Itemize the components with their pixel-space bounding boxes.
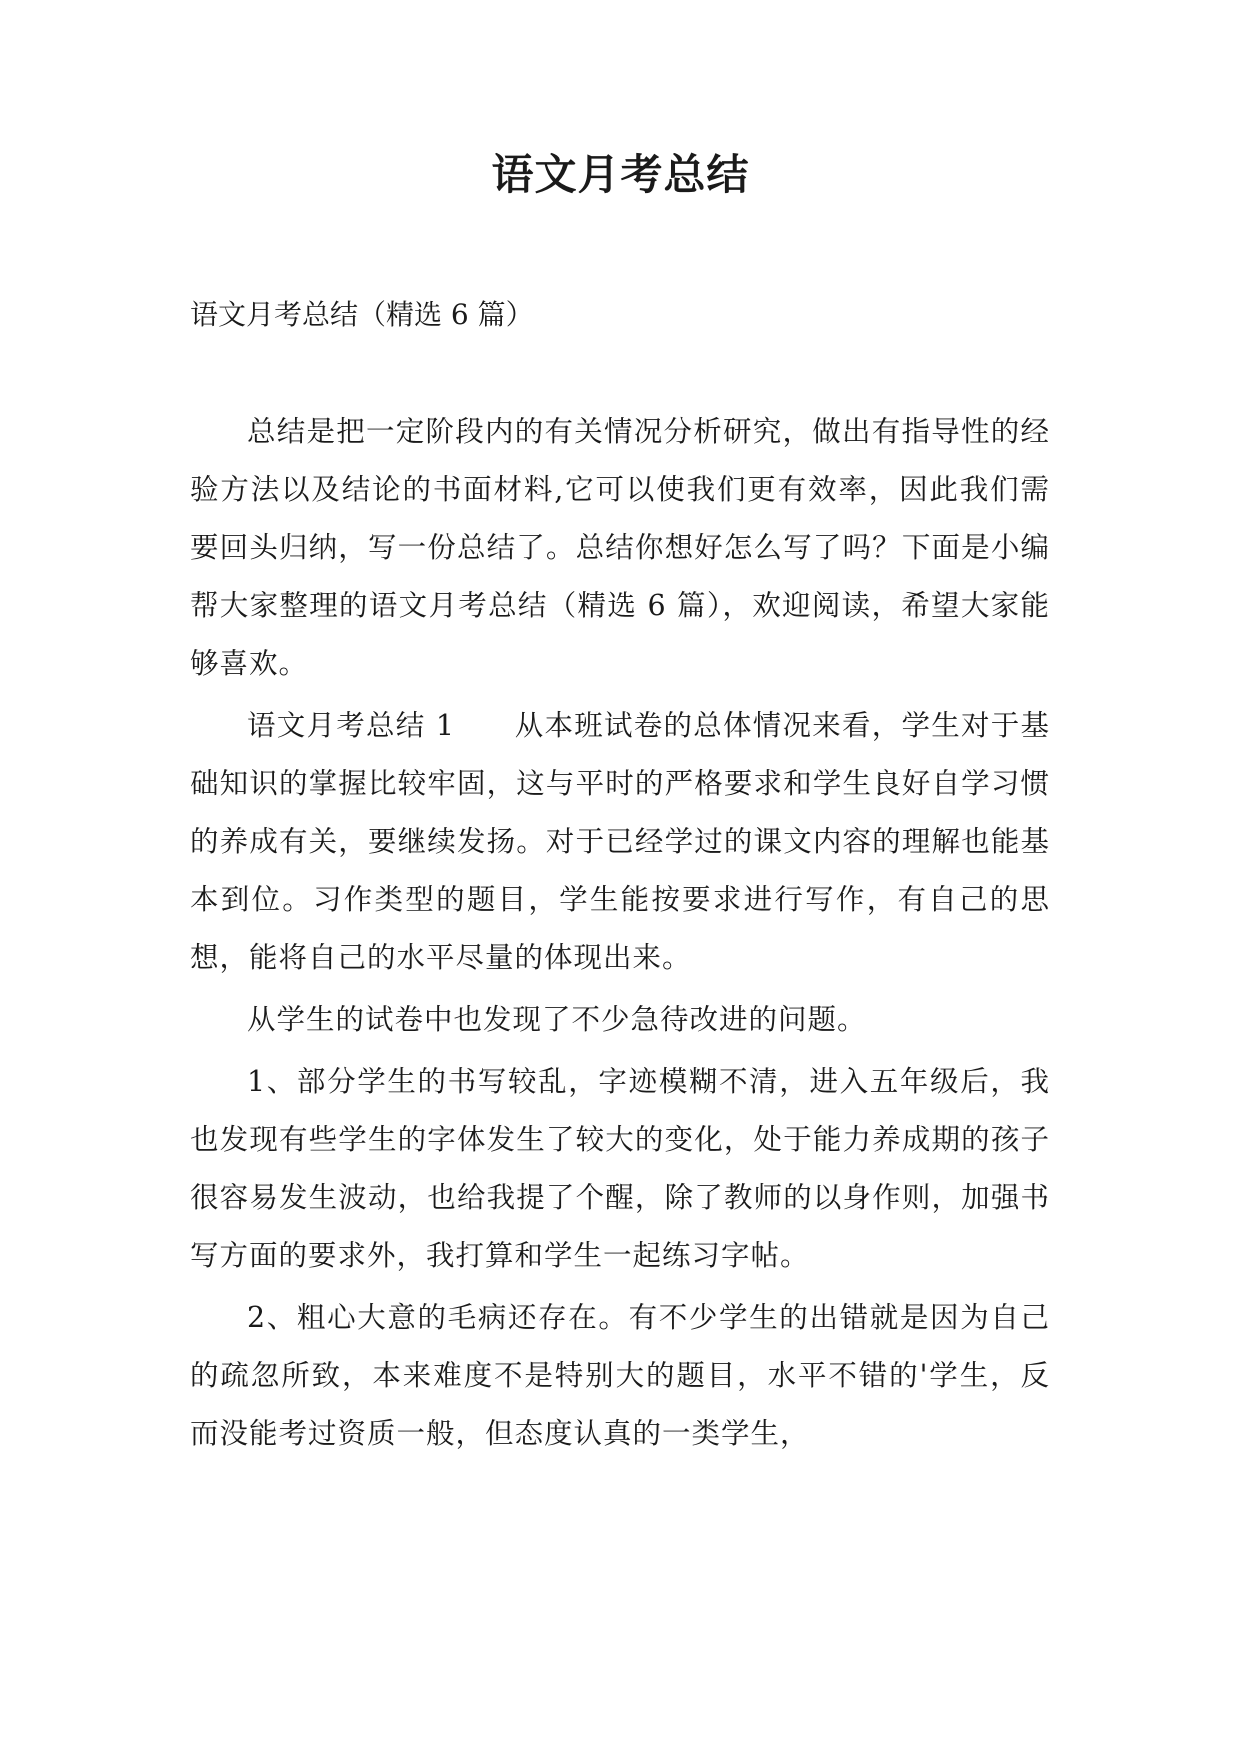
paragraph-summary-1: 语文月考总结 1 从本班试卷的总体情况来看，学生对于基础知识的掌握比较牢固，这与平时的严格要求和学生良好自学习惯的养成有关，要继续发扬。对于已经学过的课文内容的理解也能基本到位。习作类型的题目，学生能按要求进行写作，有自己的思想，能将自己的水平尽量的体现出来。 xyxy=(190,709,1050,974)
paragraph-intro: 总结是把一定阶段内的有关情况分析研究，做出有指导性的经验方法以及结论的书面材料,它可以使我们更有效率，因此我们需要回头归纳，写一份总结了。总结你想好怎么写了吗？下面是小编帮大家整理的语文月考总结（精选 6 篇），欢迎阅读，希望大家能够喜欢。 xyxy=(190,415,1050,680)
paragraph-problems-intro: 从学生的试卷中也发现了不少急待改进的问题。 xyxy=(247,1003,867,1036)
document-title: 语文月考总结 xyxy=(491,150,750,199)
paragraph-problem-1: 1、部分学生的书写较乱，字迹模糊不清，进入五年级后，我也发现有些学生的字体发生了较大的变化，处于能力养成期的孩子很容易发生波动，也给我提了个醒，除了教师的以身作则，加强书写方面的要求外，我打算和学生一起练习字帖。 xyxy=(190,1065,1050,1272)
document-body xyxy=(190,403,1050,1467)
document-subtitle: 语文月考总结（精选 6 篇） xyxy=(190,298,534,331)
paragraph-problem-2: 2、粗心大意的毛病还存在。有不少学生的出错就是因为自己的疏忽所致，本来难度不是特别大的题目，水平不错的'学生，反而没能考过资质一般，但态度认真的一类学生， xyxy=(190,1301,1050,1450)
